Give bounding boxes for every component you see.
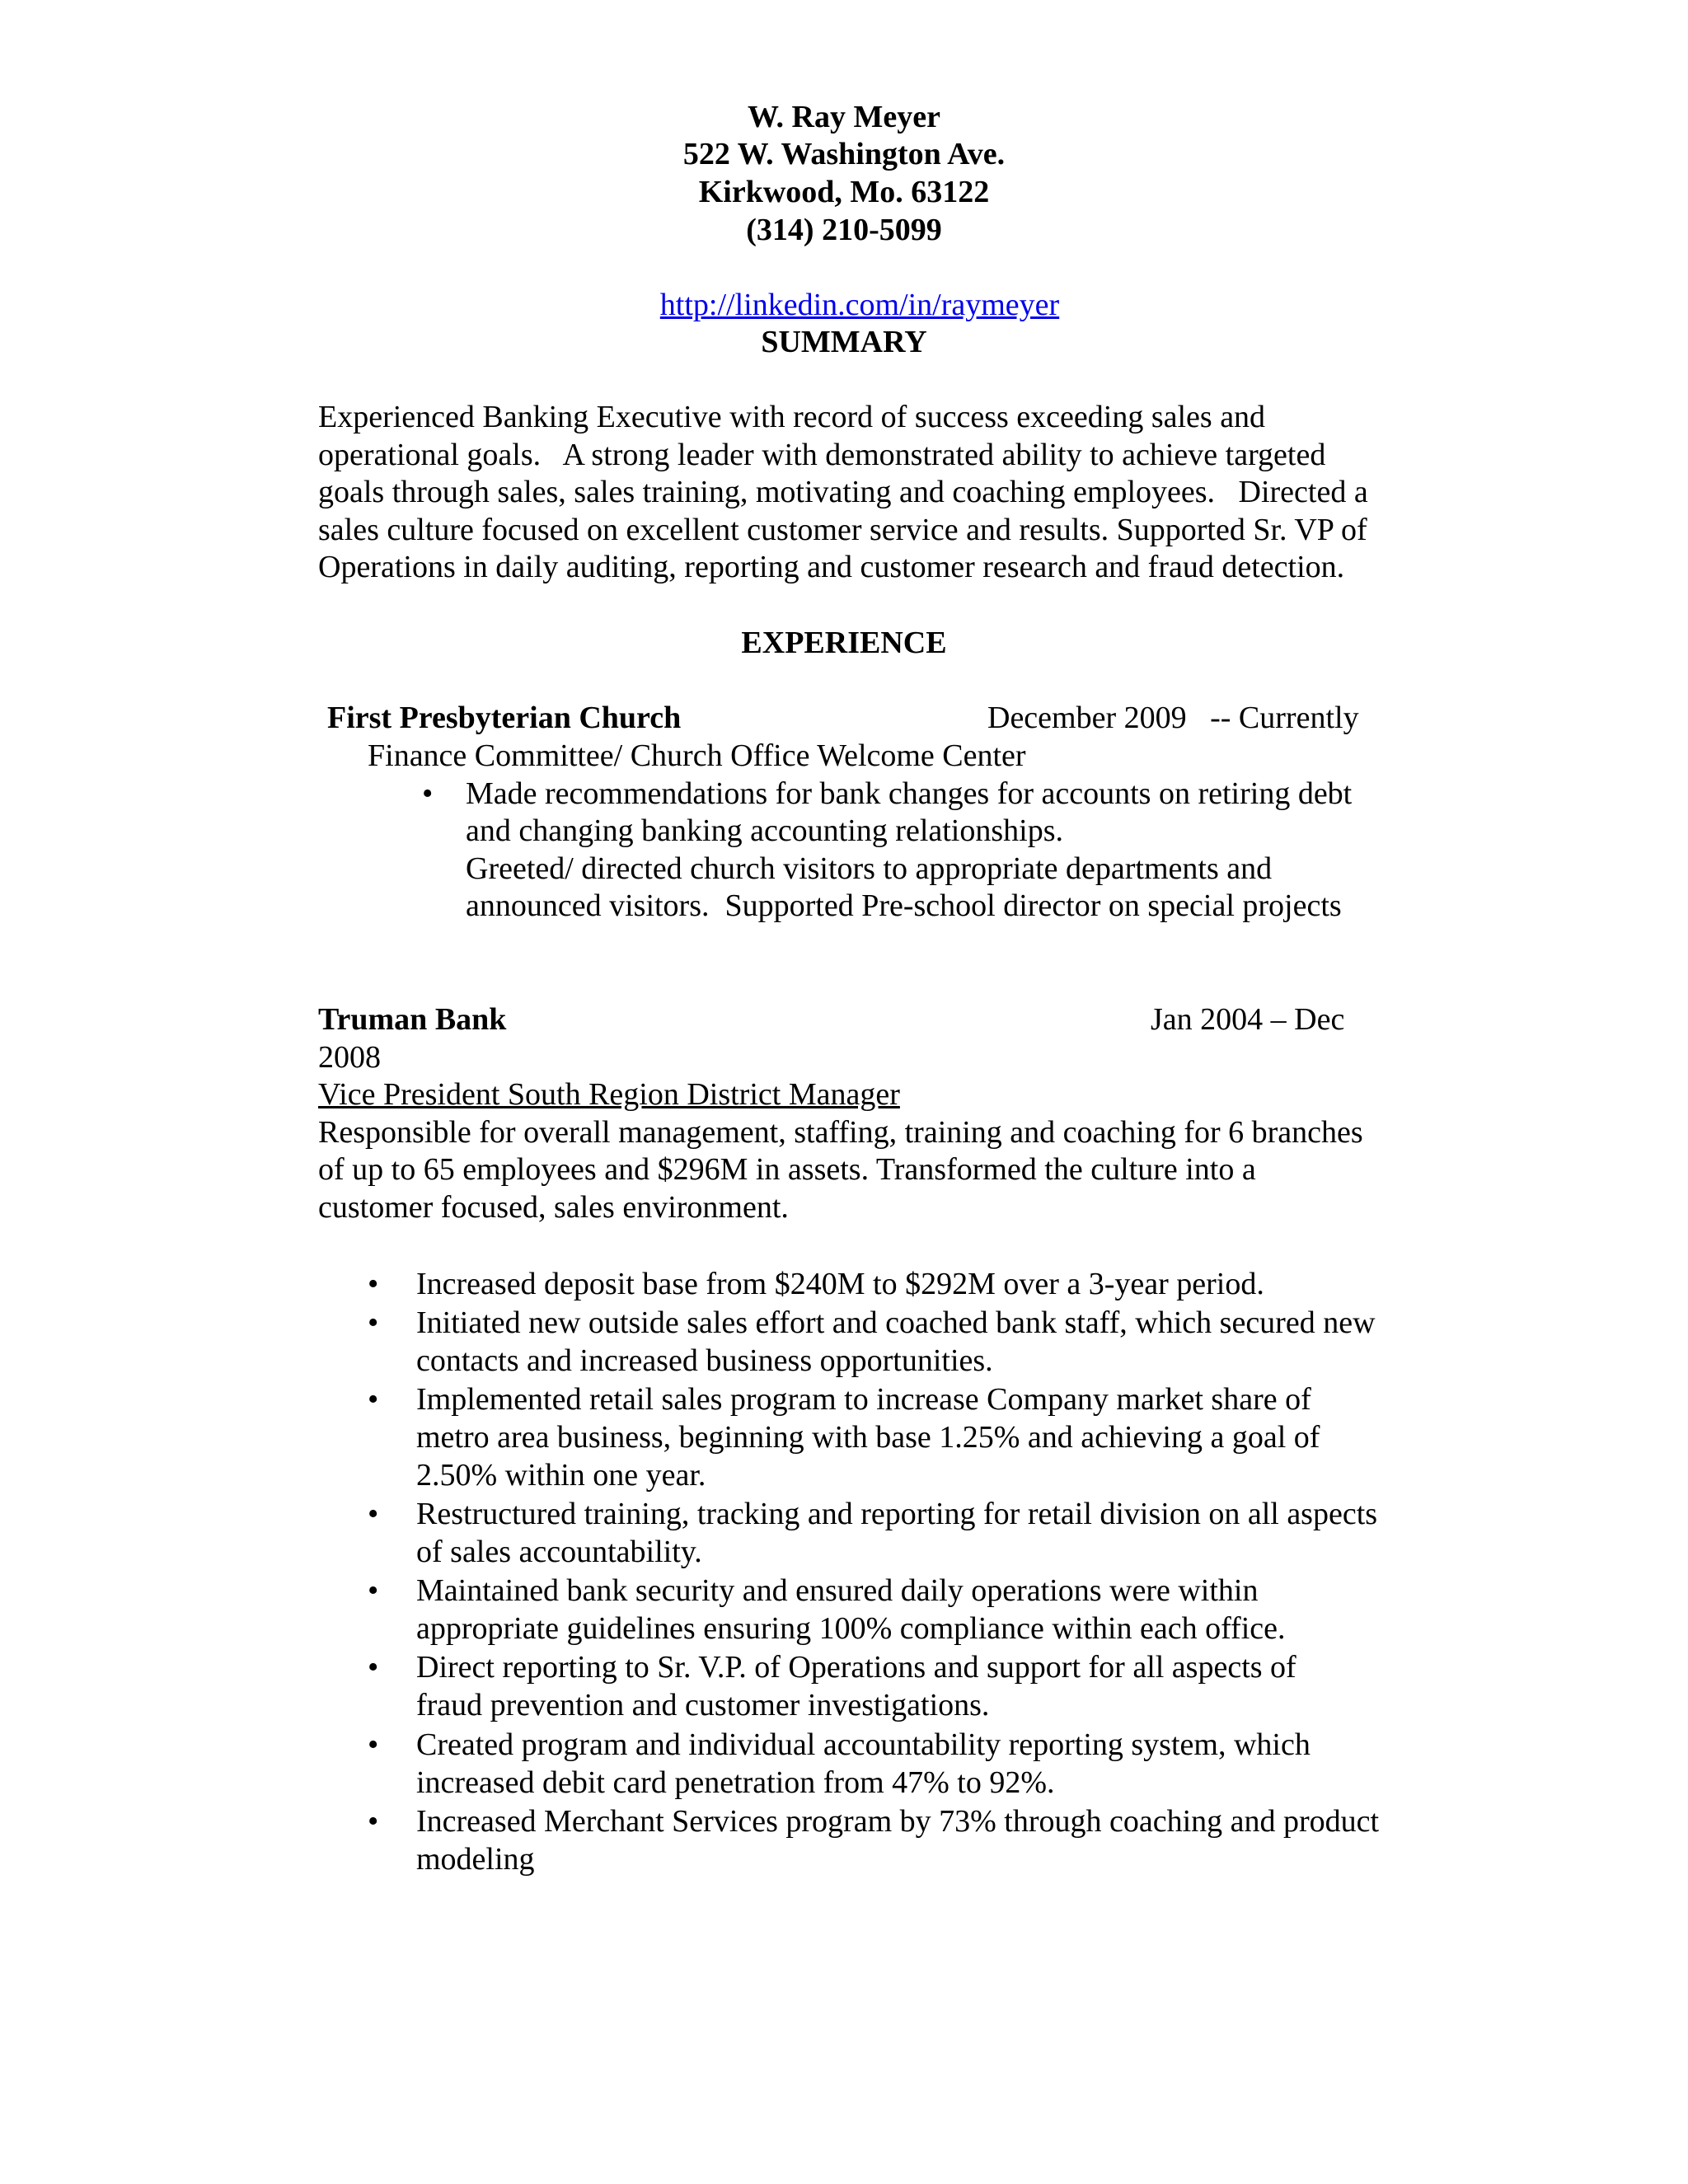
job-description-line: Responsible for overall management, staffing, training and coaching for 6 branches xyxy=(318,1115,1363,1150)
bullet-point: • xyxy=(368,1804,379,1839)
phone-number: (314) 210-5099 xyxy=(746,213,942,247)
bullet-point: • xyxy=(368,1650,379,1685)
bullet-text: and changing banking accounting relationships. xyxy=(466,813,1063,848)
bullet-point: • xyxy=(368,1267,379,1301)
bullet-text: Direct reporting to Sr. V.P. of Operations and support for all aspects of xyxy=(416,1650,1296,1685)
bullet-point: • xyxy=(368,1305,379,1340)
bullet-text: Initiated new outside sales effort and coached bank staff, which secured new xyxy=(416,1305,1376,1340)
bullet-text: of sales accountability. xyxy=(416,1535,702,1569)
summary-line: operational goals. A strong leader with demonstrated ability to achieve targeted xyxy=(318,438,1326,472)
bullet-text: 2.50% within one year. xyxy=(416,1458,706,1493)
bullet-text: Greeted/ directed church visitors to appropriate departments and xyxy=(466,851,1273,886)
bullet-text: Increased Merchant Services program by 73% through coaching and product xyxy=(416,1804,1380,1839)
bullet-text: Implemented retail sales program to increase Company market share of xyxy=(416,1382,1311,1417)
employment-dates-continued: 2008 xyxy=(318,1040,381,1075)
experience-heading: EXPERIENCE xyxy=(741,626,947,660)
bullet-text: modeling xyxy=(416,1842,535,1877)
bullet-text: Made recommendations for bank changes for accounts on retiring debt xyxy=(466,776,1353,811)
bullet-point: • xyxy=(368,1573,379,1608)
bullet-text: metro area business, beginning with base 1.25% and achieving a goal of xyxy=(416,1420,1320,1455)
bullet-text: Created program and individual accountability reporting system, which xyxy=(416,1727,1311,1762)
employer-name: First Presbyterian Church xyxy=(327,701,682,735)
bullet-text: Maintained bank security and ensured daily operations were within xyxy=(416,1573,1259,1608)
bullet-text: contacts and increased business opportunities. xyxy=(416,1343,993,1378)
employment-dates: Jan 2004 – Dec xyxy=(1151,1002,1345,1037)
bullet-text: Restructured training, tracking and reporting for retail division on all aspects xyxy=(416,1497,1378,1531)
job-description-line: of up to 65 employees and $296M in assets. Transformed the culture into a xyxy=(318,1152,1256,1187)
summary-line: goals through sales, sales training, motivating and coaching employees. Directed a xyxy=(318,475,1368,509)
linkedin-link[interactable]: http://linkedin.com/in/raymeyer xyxy=(659,288,1060,322)
bullet-text: appropriate guidelines ensuring 100% compliance within each office. xyxy=(416,1611,1286,1646)
bullet-point: • xyxy=(422,776,434,811)
job-title: Vice President South Region District Manager xyxy=(318,1077,900,1112)
summary-line: sales culture focused on excellent customer service and results. Supported Sr. VP of xyxy=(318,513,1367,547)
summary-heading: SUMMARY xyxy=(761,325,927,359)
bullet-text: increased debit card penetration from 47% to 92%. xyxy=(416,1765,1055,1800)
summary-line: Experienced Banking Executive with record of success exceeding sales and xyxy=(318,400,1266,434)
bullet-text: fraud prevention and customer investigations. xyxy=(416,1688,990,1722)
employment-dates: December 2009 -- Currently xyxy=(987,701,1359,735)
bullet-point: • xyxy=(368,1382,379,1417)
city-state-zip: Kirkwood, Mo. 63122 xyxy=(698,175,990,209)
street-address: 522 W. Washington Ave. xyxy=(682,137,1006,171)
job-role: Finance Committee/ Church Office Welcome Center xyxy=(368,738,1026,773)
job-description-line: customer focused, sales environment. xyxy=(318,1190,789,1225)
applicant-name: W. Ray Meyer xyxy=(748,100,940,134)
summary-line: Operations in daily auditing, reporting and customer research and fraud detection. xyxy=(318,550,1345,584)
bullet-point: • xyxy=(368,1727,379,1762)
bullet-point: • xyxy=(368,1497,379,1531)
bullet-text: announced visitors. Supported Pre-school director on special projects xyxy=(466,888,1342,923)
bullet-text: Increased deposit base from $240M to $292M over a 3-year period. xyxy=(416,1267,1264,1301)
employer-name: Truman Bank xyxy=(318,1002,507,1037)
